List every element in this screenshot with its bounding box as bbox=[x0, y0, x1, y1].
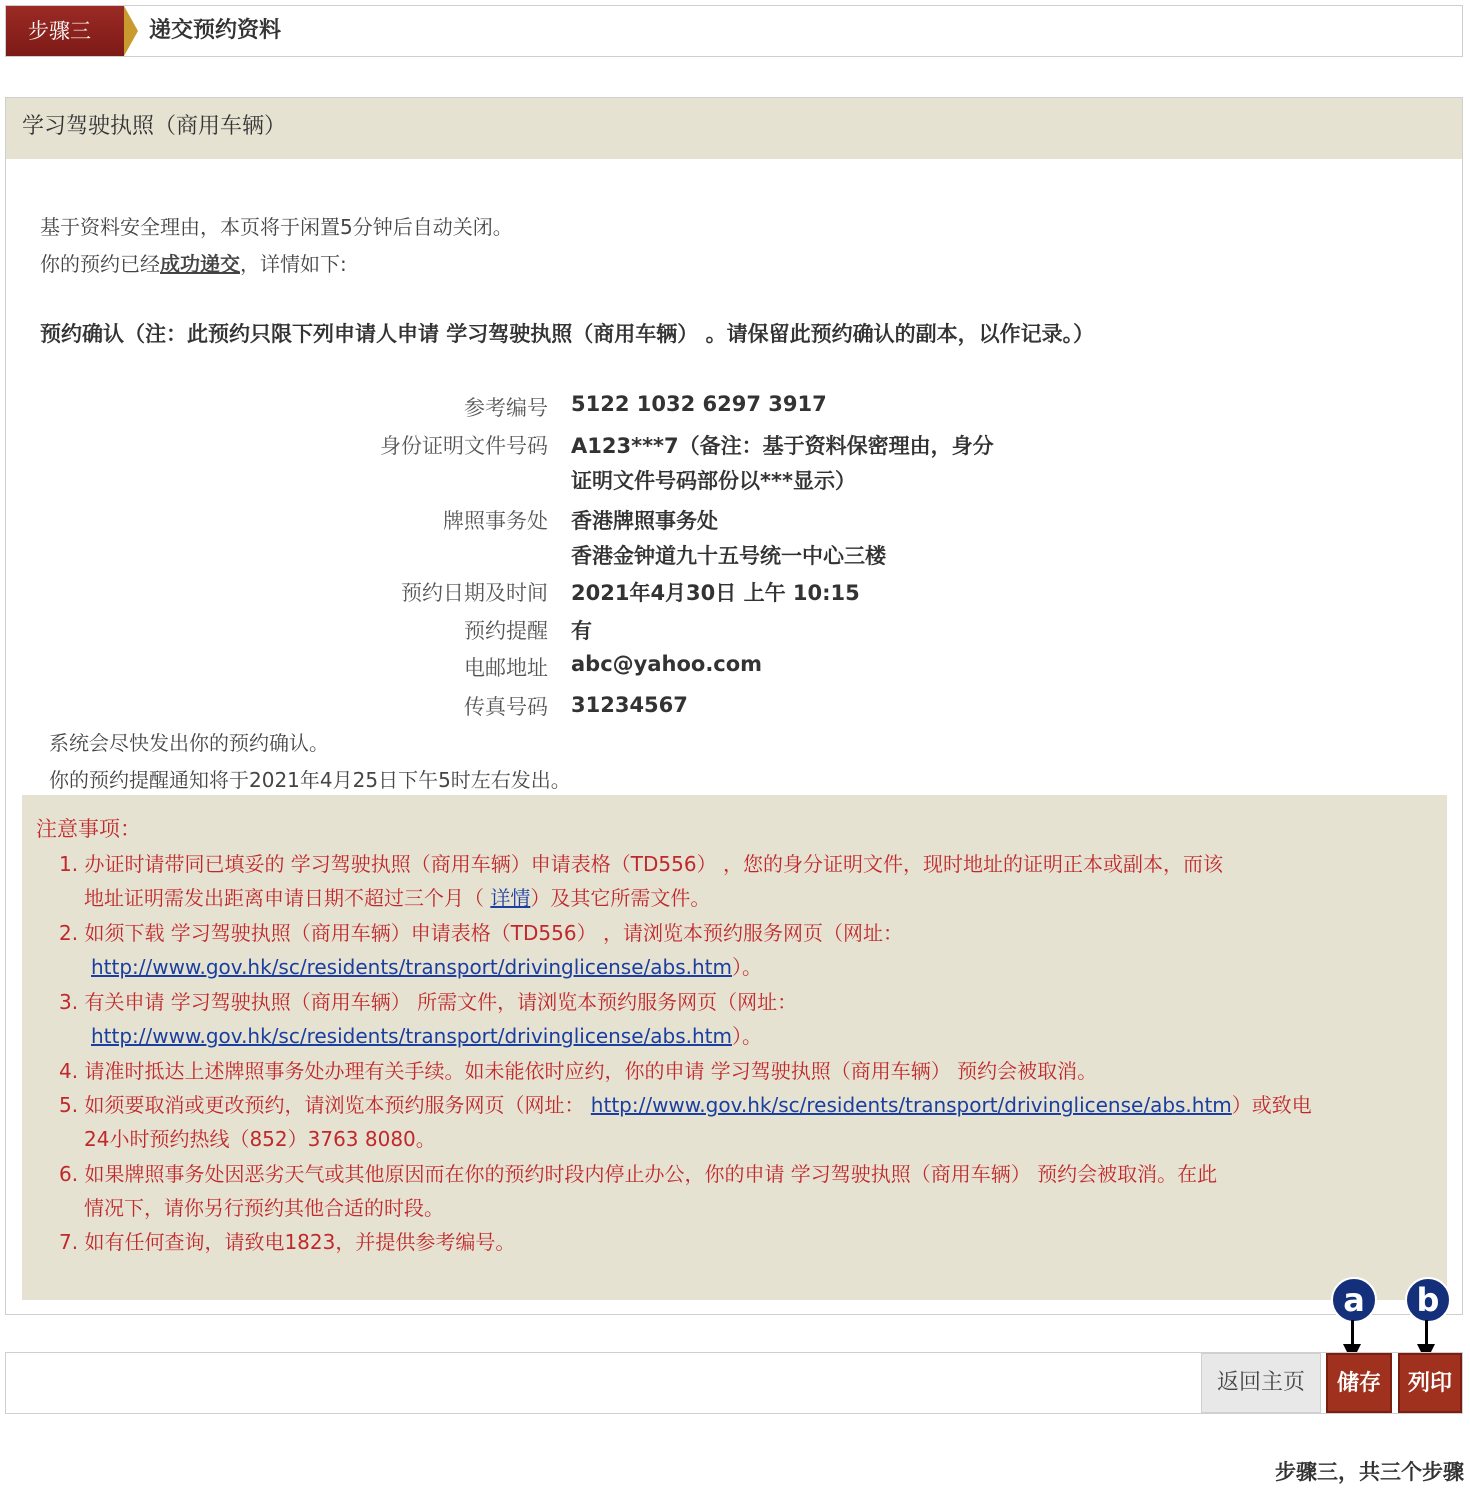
note-4: 4. 请准时抵达上述牌照事务处办理有关手续。如未能依时应约，你的申请 学习驾驶执照（商用车辆） 预约会被取消。 bbox=[59, 1059, 1098, 1083]
ref-value: 5122 1032 6297 3917 bbox=[571, 392, 827, 416]
action-bar bbox=[5, 1352, 1463, 1414]
office-label: 牌照事务处 bbox=[443, 509, 548, 533]
confirmation-heading: 预约确认（注：此预约只限下列申请人申请 学习驾驶执照（商用车辆） 。请保留此预约确认的副本，以作记录。） bbox=[40, 322, 1095, 346]
id-value-line1: A123***7（备注：基于资料保密理由，身分 bbox=[571, 434, 994, 458]
step-title: 递交预约资料 bbox=[149, 18, 282, 43]
note-3-url-link[interactable]: http://www.gov.hk/sc/residents/transport/drivinglicense/abs.htm bbox=[91, 1024, 732, 1048]
id-label: 身份证明文件号码 bbox=[380, 434, 548, 458]
fax-value: 31234567 bbox=[571, 693, 688, 717]
print-button[interactable]: 列印 bbox=[1398, 1353, 1462, 1413]
annotation-marker-a: a bbox=[1331, 1277, 1377, 1323]
annotation-marker-b: b bbox=[1405, 1277, 1451, 1323]
confirmation-panel bbox=[5, 97, 1463, 1315]
note-6-line1: 6. 如果牌照事务处因恶劣天气或其他原因而在你的预约时段内停止办公，你的申请 学习驾驶执照（商用车辆） 预约会被取消。在此 bbox=[59, 1162, 1218, 1186]
system-message-2: 你的预约提醒通知将于2021年4月25日下午5时左右发出。 bbox=[49, 768, 571, 792]
note-1-line2 bbox=[84, 882, 710, 911]
note-5-line1-pre: 5. 如须要取消或更改预约，请浏览本预约服务网页（网址： bbox=[59, 1093, 591, 1117]
step-tag-label: 步骤三 bbox=[6, 6, 124, 56]
notes-box bbox=[22, 795, 1447, 1300]
arrow-b-shaft bbox=[1425, 1320, 1428, 1346]
id-value-line2: 证明文件号码部份以***显示） bbox=[571, 469, 856, 493]
reminder-label: 预约提醒 bbox=[464, 619, 548, 643]
security-note: 基于资料安全理由，本页将于闲置5分钟后自动关闭。 bbox=[40, 215, 513, 239]
notes-title: 注意事项： bbox=[36, 817, 141, 841]
note-5-line2: 24小时预约热线（852）3763 8080。 bbox=[84, 1127, 436, 1151]
note-2-line2 bbox=[91, 951, 762, 980]
email-value: abc@yahoo.com bbox=[571, 652, 763, 676]
office-value-line1: 香港牌照事务处 bbox=[571, 509, 718, 533]
submitted-bold: 成功递交 bbox=[160, 252, 240, 276]
note-1-line2-post: ）及其它所需文件。 bbox=[530, 886, 711, 910]
note-2-url-link[interactable]: http://www.gov.hk/sc/residents/transport/drivinglicense/abs.htm bbox=[91, 955, 732, 979]
step-arrow-icon bbox=[124, 6, 138, 56]
email-label: 电邮地址 bbox=[464, 656, 548, 680]
details-link[interactable]: 详情 bbox=[490, 886, 531, 910]
datetime-value: 2021年4月30日 上午 10:15 bbox=[571, 581, 860, 605]
note-5-line1 bbox=[59, 1089, 1312, 1118]
fax-label: 传真号码 bbox=[464, 695, 548, 719]
submitted-suffix: ，详情如下: bbox=[240, 252, 347, 276]
office-value-line2: 香港金钟道九十五号统一中心三楼 bbox=[571, 544, 886, 568]
note-1-line2-pre: 地址证明需发出距离申请日期不超过三个月（ bbox=[84, 886, 491, 910]
system-message-1: 系统会尽快发出你的预约确认。 bbox=[49, 731, 329, 755]
arrow-a-shaft bbox=[1351, 1320, 1354, 1346]
note-1-line1: 1. 办证时请带同已填妥的 学习驾驶执照（商用车辆）申请表格（TD556） ，您的身分证明文件，现时地址的证明正本或副本，而该 bbox=[59, 852, 1223, 876]
save-button[interactable]: 储存 bbox=[1326, 1353, 1392, 1413]
submitted-message bbox=[40, 248, 347, 277]
back-to-home-button[interactable]: 返回主页 bbox=[1201, 1353, 1321, 1413]
note-2-line2-post: ）。 bbox=[732, 955, 762, 979]
reminder-value: 有 bbox=[571, 619, 592, 643]
panel-heading: 学习驾驶执照（商用车辆） bbox=[6, 98, 1462, 159]
note-3-line1: 3. 有关申请 学习驾驶执照（商用车辆） 所需文件，请浏览本预约服务网页（网址： bbox=[59, 990, 798, 1014]
datetime-label: 预约日期及时间 bbox=[401, 581, 548, 605]
step-header bbox=[5, 5, 1463, 57]
note-2-line1: 2. 如须下载 学习驾驶执照（商用车辆）申请表格（TD556） ，请浏览本预约服务网页（网址： bbox=[59, 921, 903, 945]
note-7: 7. 如有任何查询，请致电1823，并提供参考编号。 bbox=[59, 1230, 516, 1254]
step-progress: 步骤三，共三个步骤 bbox=[1275, 1460, 1464, 1484]
note-5-line1-post: ）或致电 bbox=[1231, 1093, 1312, 1117]
note-6-line2: 情况下，请你另行预约其他合适的时段。 bbox=[84, 1196, 444, 1220]
submitted-prefix: 你的预约已经 bbox=[40, 252, 160, 276]
step-indicator bbox=[6, 6, 139, 56]
ref-label: 参考编号 bbox=[464, 396, 548, 420]
note-3-line2 bbox=[91, 1020, 762, 1049]
note-3-line2-post: ）。 bbox=[732, 1024, 762, 1048]
note-5-url-link[interactable]: http://www.gov.hk/sc/residents/transport/drivinglicense/abs.htm bbox=[590, 1093, 1232, 1117]
